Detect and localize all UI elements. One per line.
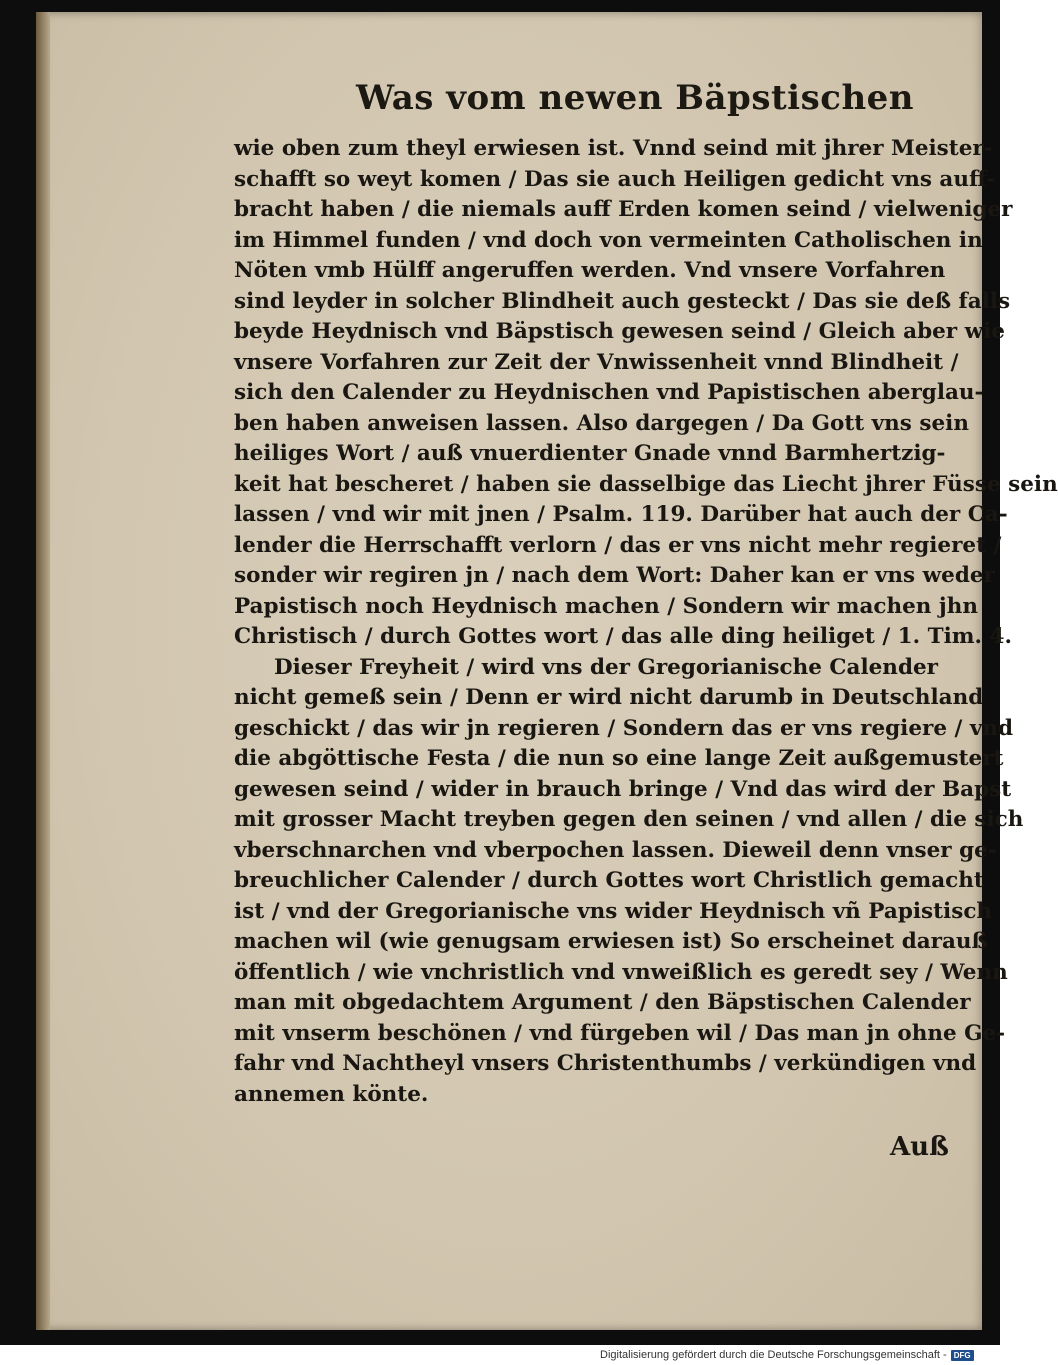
- text-line: mit vnserm beschönen / vnd fürgeben wil / Das man jn ohne Ge-: [234, 1020, 1006, 1046]
- text-line: sind leyder in solcher Blindheit auch gesteckt / Das sie deß falls: [234, 288, 1011, 314]
- text-line: nicht gemeß sein / Denn er wird nicht darumb in Deutschland: [234, 685, 984, 710]
- page-gutter: [36, 12, 50, 1330]
- digitization-footer: [600, 1349, 995, 1361]
- text-line: die abgöttische Festa / die nun so eine lange Zeit außgemustert: [234, 746, 1004, 771]
- body-text: [234, 134, 1058, 1110]
- text-line: annemen könte.: [234, 1081, 429, 1107]
- text-line: sonder wir regiren jn / nach dem Wort: Daher kan er vns weder: [234, 563, 995, 588]
- text-line: im Himmel funden / vnd doch von vermeinten Catholischen in: [234, 227, 983, 253]
- text-line: beyde Heydnisch vnd Bäpstisch gewesen seind / Gleich aber wie: [234, 319, 1005, 344]
- text-line: lassen / vnd wir mit jnen / Psalm. 119. Darüber hat auch der Ca-: [234, 502, 1008, 527]
- text-line: mit grosser Macht treyben gegen den seinen / vnd allen / die sich: [234, 807, 1024, 832]
- text-line: lender die Herrschafft verlorn / das er vns nicht mehr regieret /: [234, 532, 1002, 558]
- running-head: Was vom newen Bäpstischen: [356, 78, 915, 118]
- text-line: Dieser Freyheit / wird vns der Gregorianische Calender: [274, 654, 938, 680]
- text-line: keit hat bescheret / haben sie dasselbige das Liecht jhrer Füsse sein: [234, 471, 1058, 497]
- text-line: Papistisch noch Heydnisch machen / Sondern wir machen jhn: [234, 593, 978, 619]
- text-line: wie oben zum theyl erwiesen ist. Vnnd seind mit jhrer Meister-: [234, 136, 993, 161]
- dfg-logo: DFG: [951, 1350, 974, 1361]
- text-line: geschickt / das wir jn regieren / Sondern das er vns regiere / vnd: [234, 715, 1014, 741]
- text-line: vnsere Vorfahren zur Zeit der Vnwissenheit vnnd Blindheit /: [234, 349, 959, 375]
- text-line: schafft so weyt komen / Das sie auch Heiligen gedicht vns auff-: [234, 166, 996, 192]
- text-line: ben haben anweisen lassen. Also dargegen / Da Gott vns sein: [234, 410, 969, 436]
- catchword: Auß: [890, 1132, 949, 1162]
- text-line: breuchlicher Calender / durch Gottes wort Christlich gemacht: [234, 868, 984, 893]
- text-line: heiliges Wort / auß vnuerdienter Gnade vnnd Barmhertzig-: [234, 441, 946, 466]
- text-line: machen wil (wie genugsam erwiesen ist) So erscheinet darauß: [234, 929, 988, 954]
- text-line: ist / vnd der Gregorianische vns wider Heydnisch vñ Papistisch: [234, 898, 993, 924]
- text-line: man mit obgedachtem Argument / den Bäpstischen Calender: [234, 990, 971, 1015]
- funding-credit: Digitalisierung gefördert durch die Deutsche Forschungsgemeinschaft -: [600, 1349, 947, 1361]
- text-line: gewesen seind / wider in brauch bringe / Vnd das wird der Bapst: [234, 776, 1012, 802]
- text-line: sich den Calender zu Heydnischen vnd Papistischen aberglau-: [234, 380, 984, 405]
- text-line: Christisch / durch Gottes wort / das alle ding heiliget / 1. Tim. 4.: [234, 624, 1012, 649]
- text-line: vberschnarchen vnd vberpochen lassen. Dieweil denn vnser ge-: [234, 837, 997, 863]
- text-line: fahr vnd Nachtheyl vnsers Christenthumbs / verkündigen vnd: [234, 1051, 977, 1076]
- text-line: bracht haben / die niemals auff Erden komen seind / vielweniger: [234, 197, 1013, 222]
- text-line: Nöten vmb Hülff angeruffen werden. Vnd vnsere Vorfahren: [234, 258, 946, 283]
- text-line: öffentlich / wie vnchristlich vnd vnweißlich es geredt sey / Wenn: [234, 959, 1008, 985]
